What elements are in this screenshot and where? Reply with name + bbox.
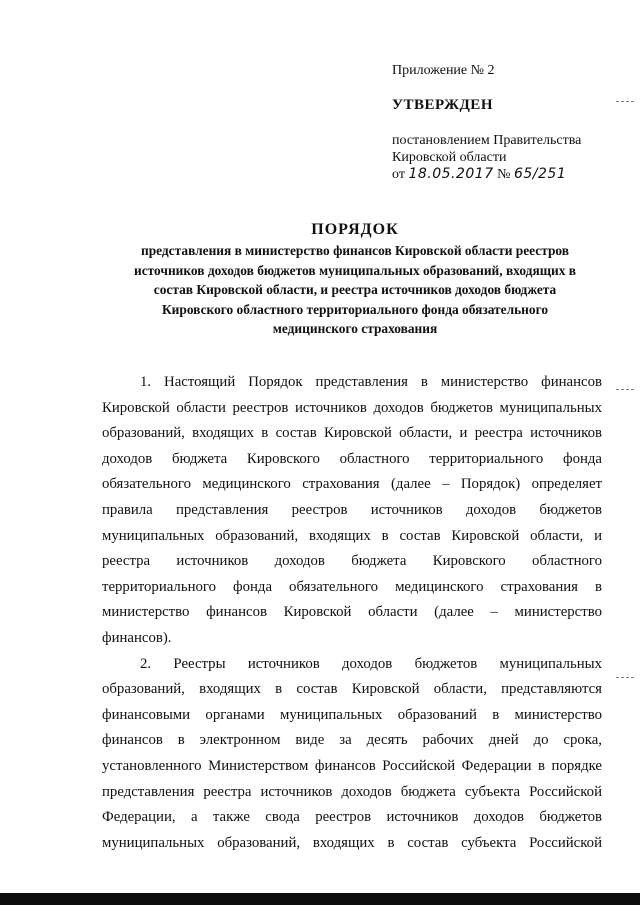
decree-line-1: постановлением Правительства <box>392 133 582 148</box>
body-line: министерство финансов Кировской области (далее – министерство <box>102 604 602 621</box>
body-line: доходов бюджета Кировского областного территориального фонда <box>102 450 602 467</box>
body-line: обязательного медицинского страхования (далее – Порядок) определяет <box>102 476 602 493</box>
subtitle-line: представления в министерство финансов Кировской области реестров <box>140 243 569 258</box>
body-line: установленного Министерством финансов Российской Федерации в порядке <box>102 757 602 774</box>
approved-label: УТВЕРЖДЕН <box>392 97 493 113</box>
handwritten-date: 18.05.2017 <box>408 166 494 182</box>
body-line: 1. Настоящий Порядок представления в министерство финансов <box>140 374 602 390</box>
handwritten-number: 65/251 <box>513 166 567 182</box>
subtitle-line: источников доходов бюджетов муниципальных образований, входящих в <box>134 262 576 278</box>
number-label: № <box>497 167 511 182</box>
body-line: финансов). <box>102 629 172 646</box>
scan-edge-mark <box>616 101 634 102</box>
body-line: образований, входящих в состав Кировской области, представляются <box>102 681 602 698</box>
document-title: ПОРЯДОК <box>311 221 399 238</box>
scan-bottom-border <box>0 893 640 905</box>
body-line: образований, входящих в состав Кировской области, и реестра источников <box>102 425 602 442</box>
body-line: Федерации, а также свода реестров источников доходов бюджетов <box>102 809 602 826</box>
body-line: реестра источников доходов бюджета Кировского областного <box>102 553 602 570</box>
body-line: Кировской области реестров источников доходов бюджетов муниципальных <box>102 399 602 416</box>
body-line: муниципальных образований, входящих в состав Кировской области, и <box>102 527 602 544</box>
body-line: 2. Реестры источников доходов бюджетов муниципальных <box>140 655 602 672</box>
subtitle-line: состав Кировской области, и реестра источников доходов бюджета <box>153 282 557 297</box>
scan-edge-mark <box>616 389 634 390</box>
subtitle-line: медицинского страхования <box>272 321 438 336</box>
body-line: муниципальных образований, входящих в состав субъекта Российской <box>102 834 602 851</box>
scan-edge-mark <box>616 677 634 678</box>
approval-stamp <box>392 62 622 183</box>
body-line: финансов в электронном виде за десять рабочих дней до срока, <box>102 732 602 749</box>
date-prefix: от <box>392 167 405 182</box>
subtitle-line: Кировского областного территориального фонда обязательного <box>161 301 549 317</box>
body-line: территориального фонда обязательного медицинского страхования в <box>102 578 602 595</box>
body-line: представления реестра источников доходов бюджета субъекта Российской <box>102 783 602 800</box>
decree-line-2: Кировской области <box>392 150 507 165</box>
body-line: правила представления реестров источников доходов бюджетов <box>102 501 602 518</box>
document-title-block <box>108 220 602 338</box>
document-body <box>102 370 602 856</box>
decree-date-line <box>392 166 622 183</box>
appendix-label: Приложение № 2 <box>392 63 495 78</box>
body-line: финансовыми органами муниципальных образований в министерство <box>102 706 602 723</box>
